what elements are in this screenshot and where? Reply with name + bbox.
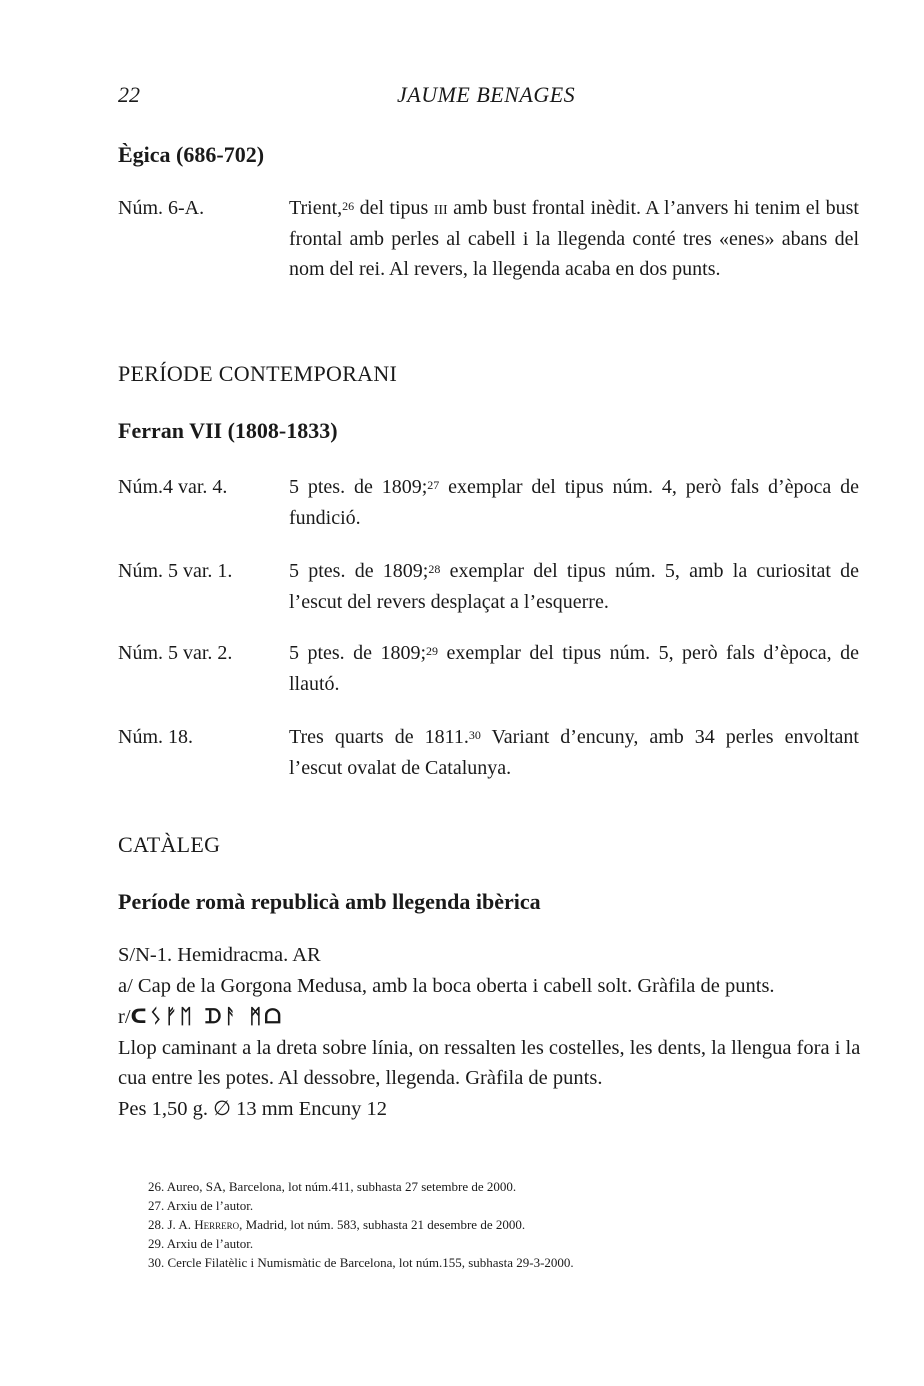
catalog-id-line: S/N-1. Hemidracma. AR: [118, 944, 321, 966]
entry-text: 5 ptes. de 1809;$^{29}$ exemplar del tipus núm. 5, però fals d’època, de llautó.: [289, 642, 860, 695]
entry-label: Núm. 6-A.: [118, 197, 205, 219]
section-title-contemporani: PERÍODE CONTEMPORANI: [118, 361, 398, 386]
reverse-legend-line: r/ᑕᛊᚠᛖ ᗪᚨ ᛗᗝ: [118, 1004, 284, 1028]
weight-diameter-line: Pes 1,50 g. ∅ 13 mm Encuny 12: [118, 1097, 387, 1120]
section-title-cataleg: CATÀLEG: [118, 832, 221, 857]
obverse-description: a/ Cap de la Gorgona Medusa, amb la boca oberta i cabell solt. Gràfila de punts.: [118, 974, 775, 997]
footnote-ref[interactable]: 29: [426, 644, 439, 658]
catalog-entry: [118, 940, 863, 1124]
footnote-ref[interactable]: 28: [428, 562, 441, 576]
iberian-legend: ᑕᛊᚠᛖ ᗪᚨ ᛗᗝ: [130, 1004, 284, 1028]
entry-label: Núm.4 var. 4.: [118, 476, 228, 498]
reverse-description: Llop caminant a la dreta sobre línia, on ressalten les costelles, les dents, la llengua fora i la cua entre les potes. Al dessobre, llegenda. Gràfila de punts.: [118, 1036, 861, 1089]
footnote: 29. Arxiu de l’autor.: [148, 1236, 254, 1251]
entry-label: Núm. 5 var. 2.: [118, 642, 233, 664]
footnote: 27. Arxiu de l’autor.: [148, 1198, 254, 1213]
egica-heading: Ègica (686-702): [118, 142, 265, 167]
footnote: 26. Aureo, SA, Barcelona, lot núm.411, subhasta 27 setembre de 2000.: [148, 1179, 517, 1194]
entry-text: 5 ptes. de 1809;$^{28}$ exemplar del tipus núm. 5, amb la curiositat de l’escut del revers desplaçat a l’esquerre.: [289, 560, 859, 613]
footnote: 28. J. A. Herrero, Madrid, lot núm. 583, subhasta 21 desembre de 2000.: [148, 1217, 526, 1232]
entry-text: Trient,$^{26}$ del tipus iii amb bust frontal inèdit. A l’anvers hi tenim el bust frontal amb perles al cabell i la llegenda conté tres «enes» abans del nom del rei. Al revers, la llegenda acaba en dos punts.: [289, 197, 859, 280]
footnote-ref[interactable]: 26: [342, 199, 355, 213]
running-title: JAUME BENAGES: [397, 82, 576, 107]
entry-label: Núm. 18.: [118, 726, 193, 748]
entry-text: 5 ptes. de 1809;$^{27}$ exemplar del tipus núm. 4, però fals d’època de fundició.: [289, 476, 860, 529]
entry-text: Tres quarts de 1811.30 Variant d’encuny, amb 34 perles envoltant l’escut ovalat de Catalunya.: [289, 726, 859, 779]
footnote-ref[interactable]: 30: [468, 728, 481, 742]
entry-label: Núm. 5 var. 1.: [118, 560, 233, 582]
footnote: 30. Cercle Filatèlic i Numismàtic de Barcelona, lot núm.155, subhasta 29-3-2000.: [148, 1255, 574, 1270]
footnote-ref[interactable]: 27: [427, 478, 440, 492]
ferran-heading: Ferran VII (1808-1833): [118, 418, 338, 443]
page-number: 22: [118, 82, 140, 107]
footnotes: [148, 1177, 868, 1272]
roman-period-heading: Període romà republicà amb llegenda ibèrica: [118, 889, 541, 914]
